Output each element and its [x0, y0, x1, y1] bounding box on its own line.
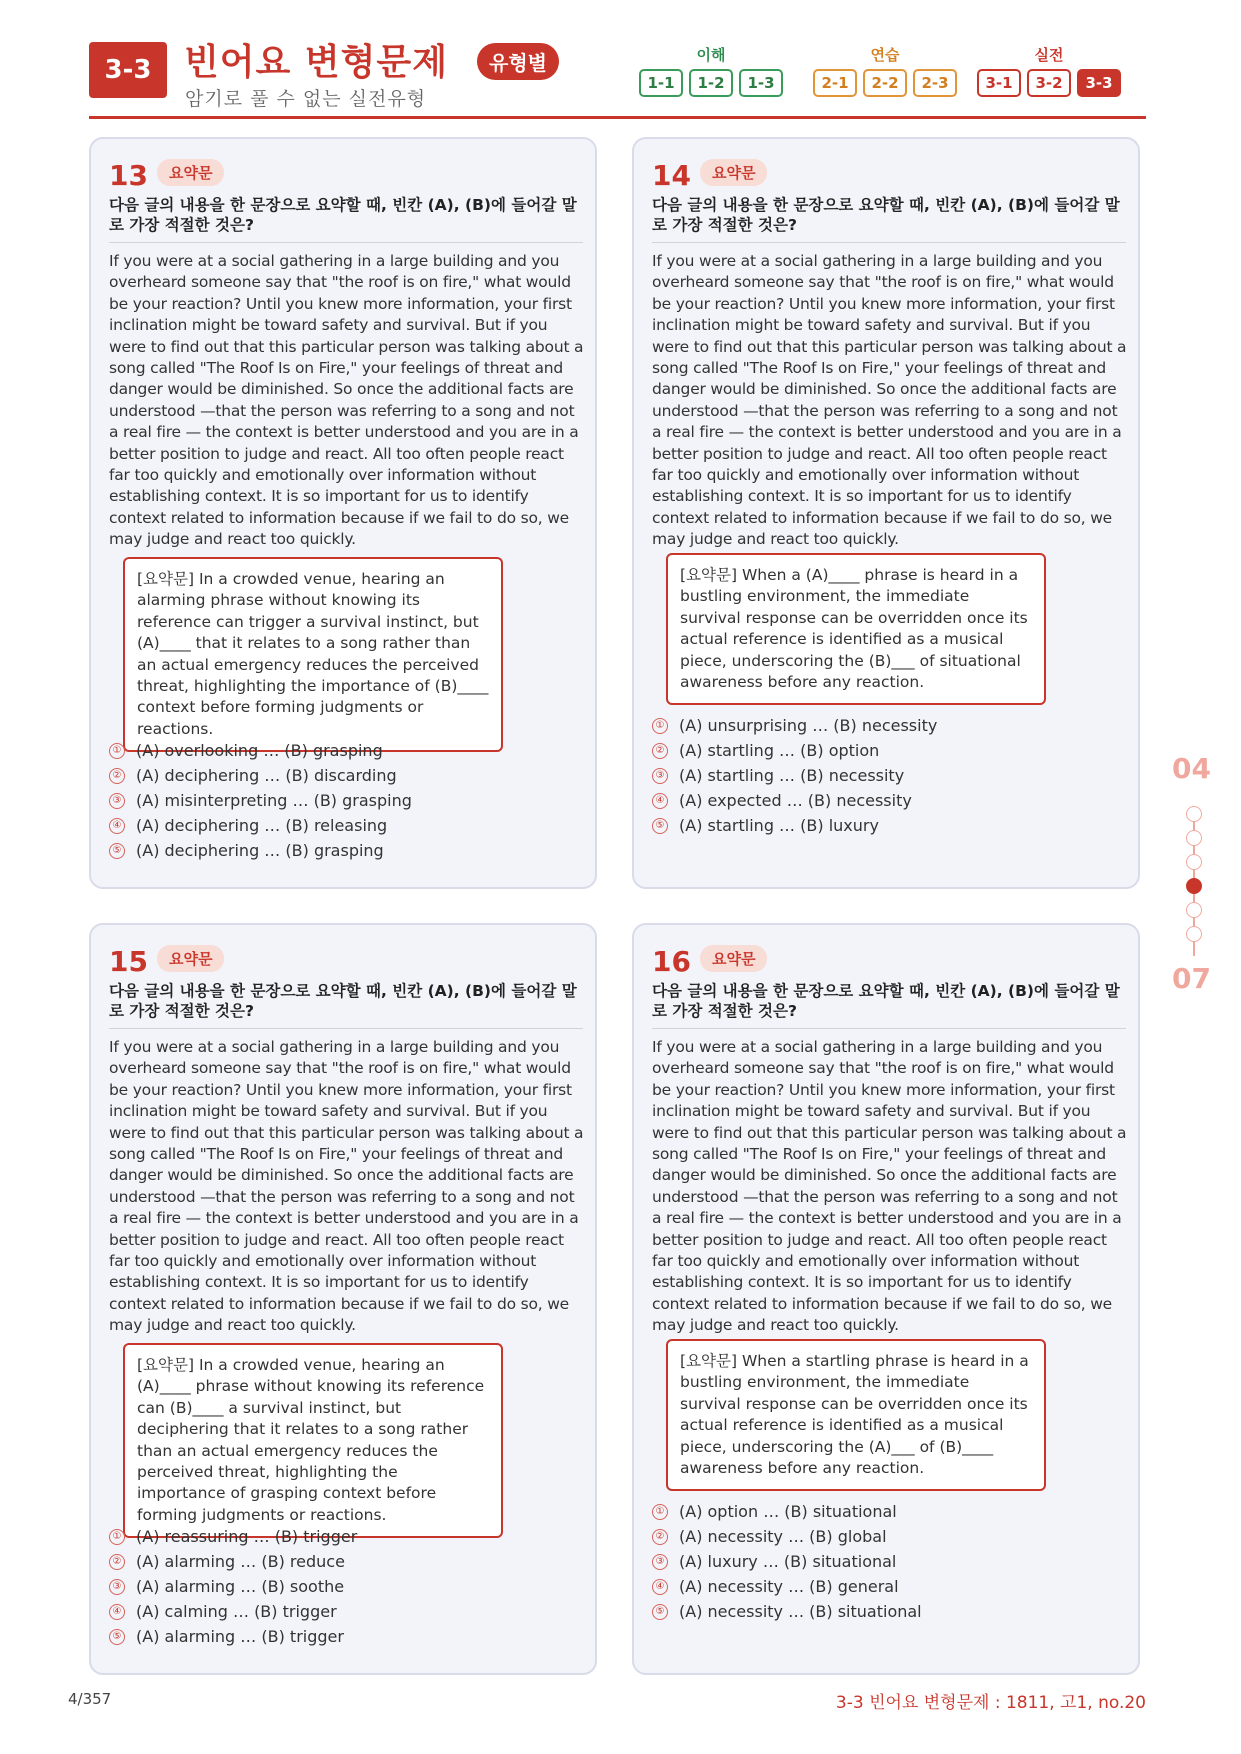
- summary-box: [요약문] In a crowded venue, hearing an (A)____ phrase without knowing its reference can (B)____ a survival instinct, but deciphering that it relates to a song rather than an actual emergency reduces the perceived threat, highlighting the importance of grasping context before forming judgments or reactions.: [123, 1343, 503, 1538]
- answer-option[interactable]: [652, 763, 937, 788]
- answer-option[interactable]: [109, 738, 412, 763]
- option-text: (A) calming … (B) trigger: [136, 1602, 337, 1621]
- passage-text: If you were at a social gathering in a large building and you overheard someone say that "the roof is on fire," what would be your reaction? Until you knew more information, your first inclination might be toward safety and survival. But if you were to find out that this particular person was talking about a song called "The Roof Is on Fire," your feelings of threat and danger would be diminished. So once the additional facts are understood —that the person was referring to a song and not a real fire — the context is better understood and you are in a better position to judge and react. All too often people react far too quickly and emotionally over information without establishing context. It is so important for us to identify context related to information because if we fail to do so, we may judge and react too quickly.: [652, 252, 1127, 549]
- page-subtitle: 암기로 풀 수 없는 실전유형: [185, 88, 427, 110]
- answer-option[interactable]: [652, 738, 937, 763]
- side-range-end: 07: [1172, 962, 1211, 995]
- option-marker: ⑤: [109, 843, 125, 859]
- progress-dot: [1186, 830, 1202, 846]
- option-marker: ⑤: [652, 818, 668, 834]
- step-1-2[interactable]: 1-2: [689, 69, 733, 97]
- summary-box: [요약문] When a startling phrase is heard in a bustling environment, the immediate survival response can be overridden once its actual reference is identified as a musical piece, underscoring the (A)___ of (B)____ awareness before any reaction.: [666, 1339, 1046, 1491]
- option-text: (A) alarming … (B) reduce: [136, 1552, 345, 1571]
- answer-options: [652, 713, 937, 838]
- divider: [109, 1028, 583, 1029]
- section-badge: 3-3: [89, 42, 167, 98]
- step-1-3[interactable]: 1-3: [739, 69, 783, 97]
- side-range-start: 04: [1172, 752, 1211, 785]
- option-text: (A) deciphering … (B) grasping: [136, 841, 384, 860]
- option-marker: ③: [109, 793, 125, 809]
- option-text: (A) unsurprising … (B) necessity: [679, 716, 938, 735]
- divider: [652, 1028, 1126, 1029]
- option-marker: ②: [652, 1529, 668, 1545]
- option-marker: ④: [109, 1604, 125, 1620]
- step-group-label: 연습: [870, 46, 900, 64]
- question-instruction: 다음 글의 내용을 한 문장으로 요약할 때, 빈칸 (A), (B)에 들어갈 말로 가장 적절한 것은?: [652, 982, 1120, 1020]
- option-marker: ②: [652, 743, 668, 759]
- answer-option[interactable]: [652, 1574, 922, 1599]
- passage-text: If you were at a social gathering in a large building and you overheard someone say that "the roof is on fire," what would be your reaction? Until you knew more information, your first inclination might be toward safety and survival. But if you were to find out that this particular person was talking about a song called "The Roof Is on Fire," your feelings of threat and danger would be diminished. So once the additional facts are understood —that the person was referring to a song and not a real fire — the context is better understood and you are in a better position to judge and react. All too often people react far too quickly and emotionally over information without establishing context. It is so important for us to identify context related to information because if we fail to do so, we may judge and react too quickly.: [109, 1038, 584, 1335]
- step-group-label: 실전: [1034, 46, 1064, 64]
- answer-option[interactable]: [652, 788, 937, 813]
- answer-option[interactable]: [109, 1549, 357, 1574]
- option-marker: ①: [652, 1504, 668, 1520]
- question-card: [632, 137, 1140, 889]
- step-group-real: [977, 44, 1121, 97]
- step-2-1[interactable]: 2-1: [813, 69, 857, 97]
- option-marker: ①: [109, 743, 125, 759]
- answer-option[interactable]: [109, 763, 412, 788]
- option-text: (A) necessity … (B) global: [679, 1527, 887, 1546]
- option-text: (A) necessity … (B) general: [679, 1577, 899, 1596]
- option-marker: ③: [652, 768, 668, 784]
- progress-dot-current: [1186, 878, 1202, 894]
- type-tag: 유형별: [477, 43, 559, 80]
- progress-dot: [1186, 902, 1202, 918]
- option-marker: ⑤: [652, 1604, 668, 1620]
- question-type-tag: 요약문: [157, 945, 224, 972]
- option-text: (A) expected … (B) necessity: [679, 791, 912, 810]
- answer-option[interactable]: [109, 788, 412, 813]
- step-group-understand: [639, 44, 783, 97]
- step-3-2[interactable]: 3-2: [1027, 69, 1071, 97]
- passage-text: If you were at a social gathering in a large building and you overheard someone say that "the roof is on fire," what would be your reaction? Until you knew more information, your first inclination might be toward safety and survival. But if you were to find out that this particular person was talking about a song called "The Roof Is on Fire," your feelings of threat and danger would be diminished. So once the additional facts are understood —that the person was referring to a song and not a real fire — the context is better understood and you are in a better position to judge and react. All too often people react far too quickly and emotionally over information without establishing context. It is so important for us to identify context related to information because if we fail to do so, we may judge and react too quickly.: [109, 252, 584, 549]
- option-text: (A) necessity … (B) situational: [679, 1602, 922, 1621]
- header-divider: [89, 116, 1146, 119]
- answer-option[interactable]: [109, 838, 412, 863]
- answer-option[interactable]: [652, 1599, 922, 1624]
- question-number: 15: [109, 945, 148, 978]
- answer-option[interactable]: [652, 1524, 922, 1549]
- summary-box: [요약문] In a crowded venue, hearing an alarming phrase without knowing its reference can trigger a survival instinct, but (A)____ that it relates to a song rather than an actual emergency reduces the perceived threat, highlighting the importance of (B)____ context before forming judgments or reactions.: [123, 557, 503, 752]
- divider: [652, 242, 1126, 243]
- option-text: (A) option … (B) situational: [679, 1502, 897, 1521]
- option-marker: ③: [109, 1579, 125, 1595]
- option-marker: ①: [109, 1529, 125, 1545]
- step-3-3[interactable]: 3-3: [1077, 69, 1121, 97]
- question-instruction: 다음 글의 내용을 한 문장으로 요약할 때, 빈칸 (A), (B)에 들어갈 말로 가장 적절한 것은?: [652, 196, 1120, 234]
- answer-option[interactable]: [652, 1499, 922, 1524]
- option-marker: ④: [652, 793, 668, 809]
- option-marker: ①: [652, 718, 668, 734]
- answer-option[interactable]: [652, 813, 937, 838]
- page-number: 4/357: [68, 1690, 112, 1708]
- option-text: (A) alarming … (B) soothe: [136, 1577, 345, 1596]
- answer-option[interactable]: [109, 1574, 357, 1599]
- step-1-1[interactable]: 1-1: [639, 69, 683, 97]
- step-2-2[interactable]: 2-2: [863, 69, 907, 97]
- option-marker: ②: [109, 1554, 125, 1570]
- question-number: 13: [109, 159, 148, 192]
- step-2-3[interactable]: 2-3: [913, 69, 957, 97]
- answer-options: [109, 1524, 357, 1649]
- progress-dot: [1186, 926, 1202, 942]
- answer-option[interactable]: [109, 1524, 357, 1549]
- progress-dot: [1186, 854, 1202, 870]
- question-number: 14: [652, 159, 691, 192]
- source-label: 3-3 빈어요 변형문제 : 1811, 고1, no.20: [835, 1693, 1146, 1713]
- question-card: [89, 923, 597, 1675]
- question-type-tag: 요약문: [700, 159, 767, 186]
- answer-option[interactable]: [652, 713, 937, 738]
- option-text: (A) alarming … (B) trigger: [136, 1627, 344, 1646]
- passage-text: If you were at a social gathering in a large building and you overheard someone say that "the roof is on fire," what would be your reaction? Until you knew more information, your first inclination might be toward safety and survival. But if you were to find out that this particular person was talking about a song called "The Roof Is on Fire," your feelings of threat and danger would be diminished. So once the additional facts are understood —that the person was referring to a song and not a real fire — the context is better understood and you are in a better position to judge and react. All too often people react far too quickly and emotionally over information without establishing context. It is so important for us to identify context related to information because if we fail to do so, we may judge and react too quickly.: [652, 1038, 1127, 1335]
- answer-options: [109, 738, 412, 863]
- option-text: (A) startling … (B) luxury: [679, 816, 879, 835]
- question-type-tag: 요약문: [157, 159, 224, 186]
- step-group-practice: [813, 44, 957, 97]
- option-text: (A) deciphering … (B) discarding: [136, 766, 397, 785]
- summary-box: [요약문] When a (A)____ phrase is heard in a bustling environment, the immediate survival response can be overridden once its actual reference is identified as a musical piece, underscoring the (B)___ of situational awareness before any reaction.: [666, 553, 1046, 705]
- answer-option[interactable]: [109, 813, 412, 838]
- divider: [109, 242, 583, 243]
- option-text: (A) reassuring … (B) trigger: [136, 1527, 358, 1546]
- option-marker: ③: [652, 1554, 668, 1570]
- step-group-label: 이해: [696, 46, 726, 64]
- option-text: (A) startling … (B) necessity: [679, 766, 905, 785]
- question-number: 16: [652, 945, 691, 978]
- option-text: (A) startling … (B) option: [679, 741, 880, 760]
- answer-option[interactable]: [652, 1549, 922, 1574]
- step-3-1[interactable]: 3-1: [977, 69, 1021, 97]
- question-card: [89, 137, 597, 889]
- option-text: (A) deciphering … (B) releasing: [136, 816, 388, 835]
- option-marker: ④: [109, 818, 125, 834]
- progress-dots: [1186, 806, 1202, 950]
- question-type-tag: 요약문: [700, 945, 767, 972]
- page-header: [89, 38, 1146, 118]
- option-text: (A) luxury … (B) situational: [679, 1552, 897, 1571]
- question-card: [632, 923, 1140, 1675]
- answer-options: [652, 1499, 922, 1624]
- question-instruction: 다음 글의 내용을 한 문장으로 요약할 때, 빈칸 (A), (B)에 들어갈 말로 가장 적절한 것은?: [109, 982, 577, 1020]
- option-text: (A) misinterpreting … (B) grasping: [136, 791, 412, 810]
- option-marker: ②: [109, 768, 125, 784]
- option-marker: ④: [652, 1579, 668, 1595]
- option-text: (A) overlooking … (B) grasping: [136, 741, 383, 760]
- answer-option[interactable]: [109, 1599, 357, 1624]
- page-title: 빈어요 변형문제: [184, 42, 448, 83]
- answer-option[interactable]: [109, 1624, 357, 1649]
- progress-dot: [1186, 806, 1202, 822]
- question-instruction: 다음 글의 내용을 한 문장으로 요약할 때, 빈칸 (A), (B)에 들어갈 말로 가장 적절한 것은?: [109, 196, 577, 234]
- option-marker: ⑤: [109, 1629, 125, 1645]
